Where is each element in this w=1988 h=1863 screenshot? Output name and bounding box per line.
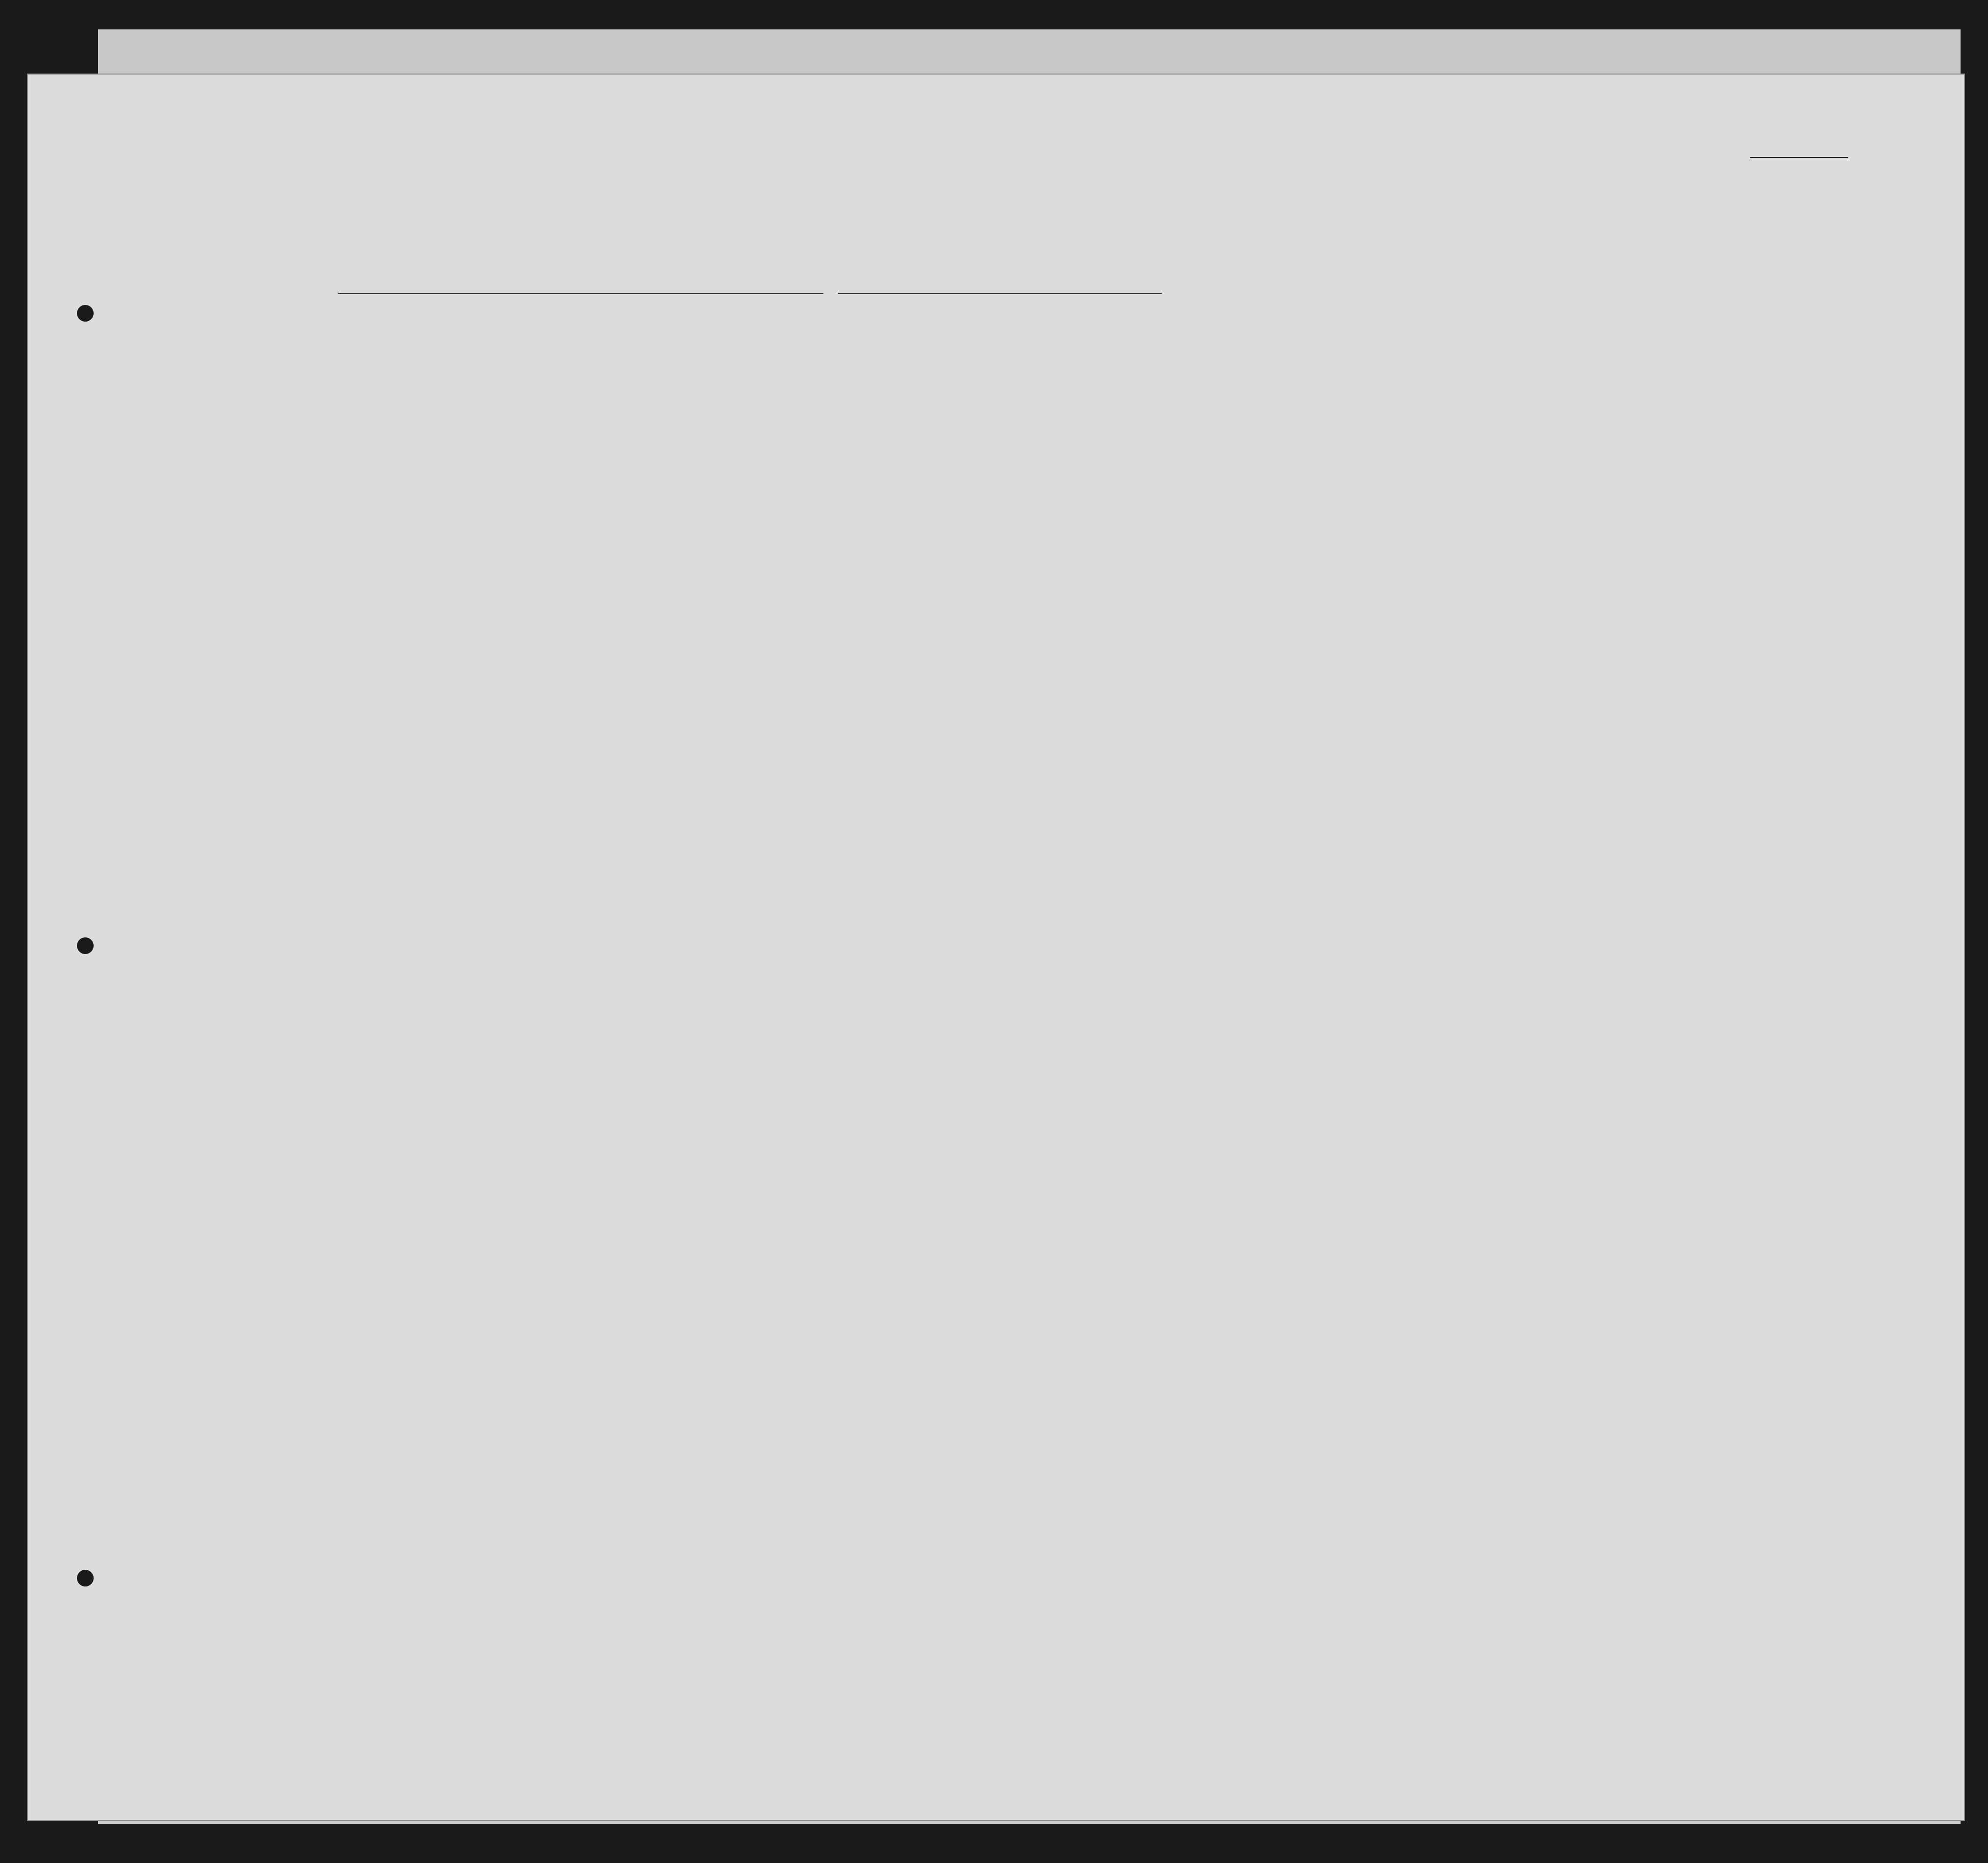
date-underline xyxy=(838,293,1162,294)
port-underline xyxy=(338,293,823,294)
punch-hole xyxy=(77,1570,94,1586)
list-underline xyxy=(1750,157,1848,158)
manifest-sheet xyxy=(27,74,1965,1821)
punch-hole xyxy=(77,937,94,954)
punch-hole xyxy=(77,305,94,322)
